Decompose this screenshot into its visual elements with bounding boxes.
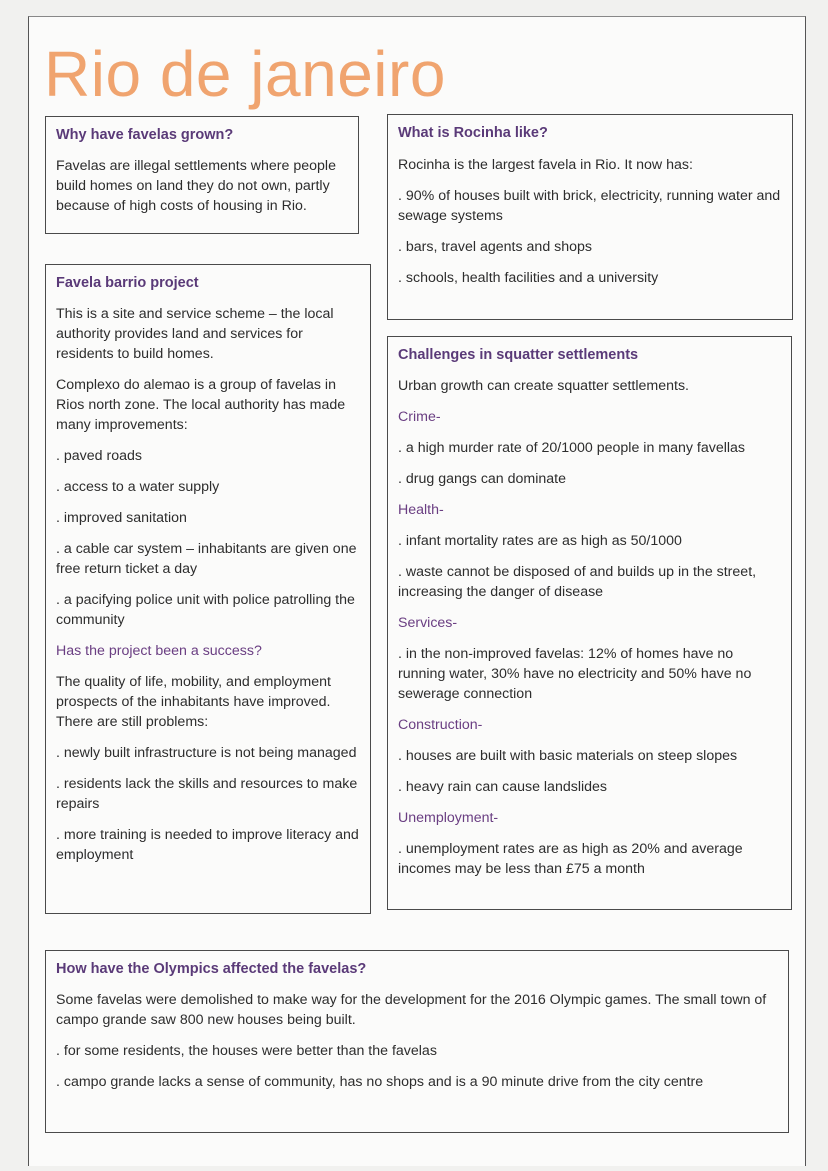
olympics-text: Some favelas were demolished to make way for the development for the 2016 Olympic games. The small town of campo grande saw 800 new houses being built.	[56, 992, 767, 1028]
barrio-complexo: Complexo do alemao is a group of favelas in Rios north zone. The local authority has made many improvements:	[56, 377, 346, 433]
list-item: . unemployment rates are as high as 20% and average incomes may be less than £75 a month	[398, 841, 743, 877]
why-favelas-heading: Why have favelas grown?	[56, 127, 234, 143]
success-text: The quality of life, mobility, and employment prospects of the inhabitants have improved. There are still problems:	[56, 674, 331, 730]
unemployment-label: Unemployment-	[398, 810, 499, 826]
list-item: . for some residents, the houses were better than the favelas	[56, 1043, 437, 1059]
barrio-heading: Favela barrio project	[56, 275, 199, 291]
list-item: . campo grande lacks a sense of community, has no shops and is a 90 minute drive from the city centre	[56, 1074, 704, 1090]
challenges-box	[387, 336, 792, 910]
health-label: Health-	[398, 502, 444, 518]
list-item: . 90% of houses built with brick, electricity, running water and sewage systems	[398, 188, 781, 224]
list-item: . heavy rain can cause landslides	[398, 779, 607, 795]
olympics-box	[45, 950, 789, 1133]
list-item: . newly built infrastructure is not being managed	[56, 745, 357, 761]
list-item: . paved roads	[56, 448, 142, 464]
list-item: . schools, health facilities and a university	[398, 270, 659, 286]
list-item: . a high murder rate of 20/1000 people in many favellas	[398, 440, 746, 456]
services-label: Services-	[398, 615, 458, 631]
crime-label: Crime-	[398, 409, 441, 425]
challenges-heading: Challenges in squatter settlements	[398, 347, 639, 363]
list-item: . a pacifying police unit with police patrolling the community	[56, 592, 355, 628]
barrio-box	[45, 264, 371, 914]
list-item: . drug gangs can dominate	[398, 471, 566, 487]
rocinha-box	[387, 114, 793, 320]
list-item: . a cable car system – inhabitants are given one free return ticket a day	[56, 541, 357, 577]
rocinha-intro: Rocinha is the largest favela in Rio. It now has:	[398, 157, 693, 173]
olympics-heading: How have the Olympics affected the favelas?	[56, 961, 367, 977]
challenges-intro: Urban growth can create squatter settlements.	[398, 378, 689, 394]
list-item: . improved sanitation	[56, 510, 187, 526]
why-favelas-box	[45, 116, 359, 234]
list-item: . more training is needed to improve literacy and employment	[56, 827, 359, 863]
construction-label: Construction-	[398, 717, 483, 733]
list-item: . waste cannot be disposed of and builds up in the street, increasing the danger of disease	[398, 564, 757, 600]
rocinha-heading: What is Rocinha like?	[398, 125, 548, 141]
list-item: . in the non-improved favelas: 12% of homes have no running water, 30% have no electricity and 50% have no sewerage connection	[398, 646, 752, 702]
list-item: . houses are built with basic materials on steep slopes	[398, 748, 738, 764]
page-title: Rio de janeiro	[44, 38, 446, 110]
barrio-intro: This is a site and service scheme – the local authority provides land and services for residents to build homes.	[56, 306, 334, 362]
list-item: . infant mortality rates are as high as 50/1000	[398, 533, 682, 549]
success-heading: Has the project been a success?	[56, 643, 262, 659]
list-item: . bars, travel agents and shops	[398, 239, 593, 255]
list-item: . residents lack the skills and resources to make repairs	[56, 776, 358, 812]
list-item: . access to a water supply	[56, 479, 220, 495]
why-favelas-text: Favelas are illegal settlements where people build homes on land they do not own, partly because of high costs of housing in Rio.	[56, 158, 336, 214]
